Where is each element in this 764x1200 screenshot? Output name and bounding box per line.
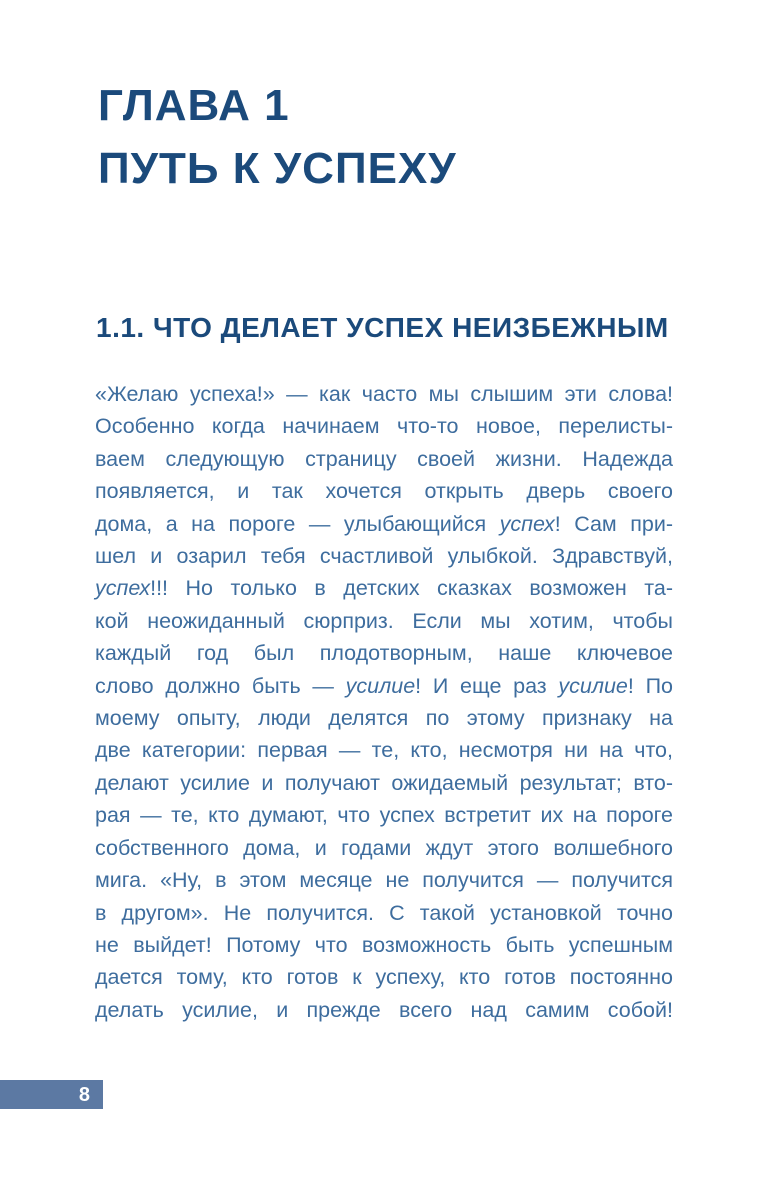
- body-line: ваем следующую страницу своей жизни. Надежда: [95, 446, 673, 471]
- body-line: «Желаю успеха!» — как часто мы слышим эти слова!: [95, 382, 673, 406]
- body-line: появляется, и так хочется открыть дверь своего: [95, 479, 673, 504]
- body-line: дается тому, кто готов к успеху, кто готов постоянно: [95, 965, 673, 990]
- body-line: мига. «Ну, в этом месяце не получится — получится: [95, 868, 673, 893]
- body-paragraph: [95, 378, 673, 1026]
- body-line: дома, а на пороге — улыбающийся успех! Сам при-: [95, 511, 673, 536]
- body-line: успех!!! Но только в детских сказках возможен та-: [95, 576, 673, 601]
- body-line: делают усилие и получают ожидаемый результат; вто-: [95, 770, 673, 795]
- body-line: Особенно когда начинаем что-то новое, перелисты-: [95, 414, 673, 439]
- chapter-title-line1: ГЛАВА 1: [98, 81, 290, 130]
- footer-bar: [0, 1080, 103, 1109]
- body-line: собственного дома, и годами ждут этого волшебного: [95, 835, 673, 860]
- page-number: 8: [78, 1083, 90, 1106]
- chapter-title: [98, 74, 457, 200]
- body-line: рая — те, кто думают, что успех встретит их на пороге: [95, 803, 673, 828]
- body-line: каждый год был плодотворным, наше ключевое: [95, 641, 673, 666]
- body-line: кой неожиданный сюрприз. Если мы хотим, чтобы: [95, 608, 673, 633]
- body-line: шел и озарил тебя счастливой улыбкой. Здравствуй,: [95, 544, 673, 569]
- body-line: в другом». Не получится. С такой установкой точно: [95, 900, 673, 925]
- body-line: слово должно быть — усилие! И еще раз усилие! По: [95, 673, 674, 698]
- body-line: делать усилие, и прежде всего над самим собой!: [95, 997, 673, 1022]
- chapter-title-line2: ПУТЬ К УСПЕХУ: [98, 144, 457, 193]
- section-heading: 1.1. ЧТО ДЕЛАЕТ УСПЕХ НЕИЗБЕЖНЫМ: [96, 312, 669, 343]
- body-line: моему опыту, люди делятся по этому признаку на: [95, 706, 673, 731]
- body-line: не выйдет! Потому что возможность быть успешным: [95, 932, 673, 957]
- body-line: две категории: первая — те, кто, несмотря ни на что,: [95, 738, 673, 763]
